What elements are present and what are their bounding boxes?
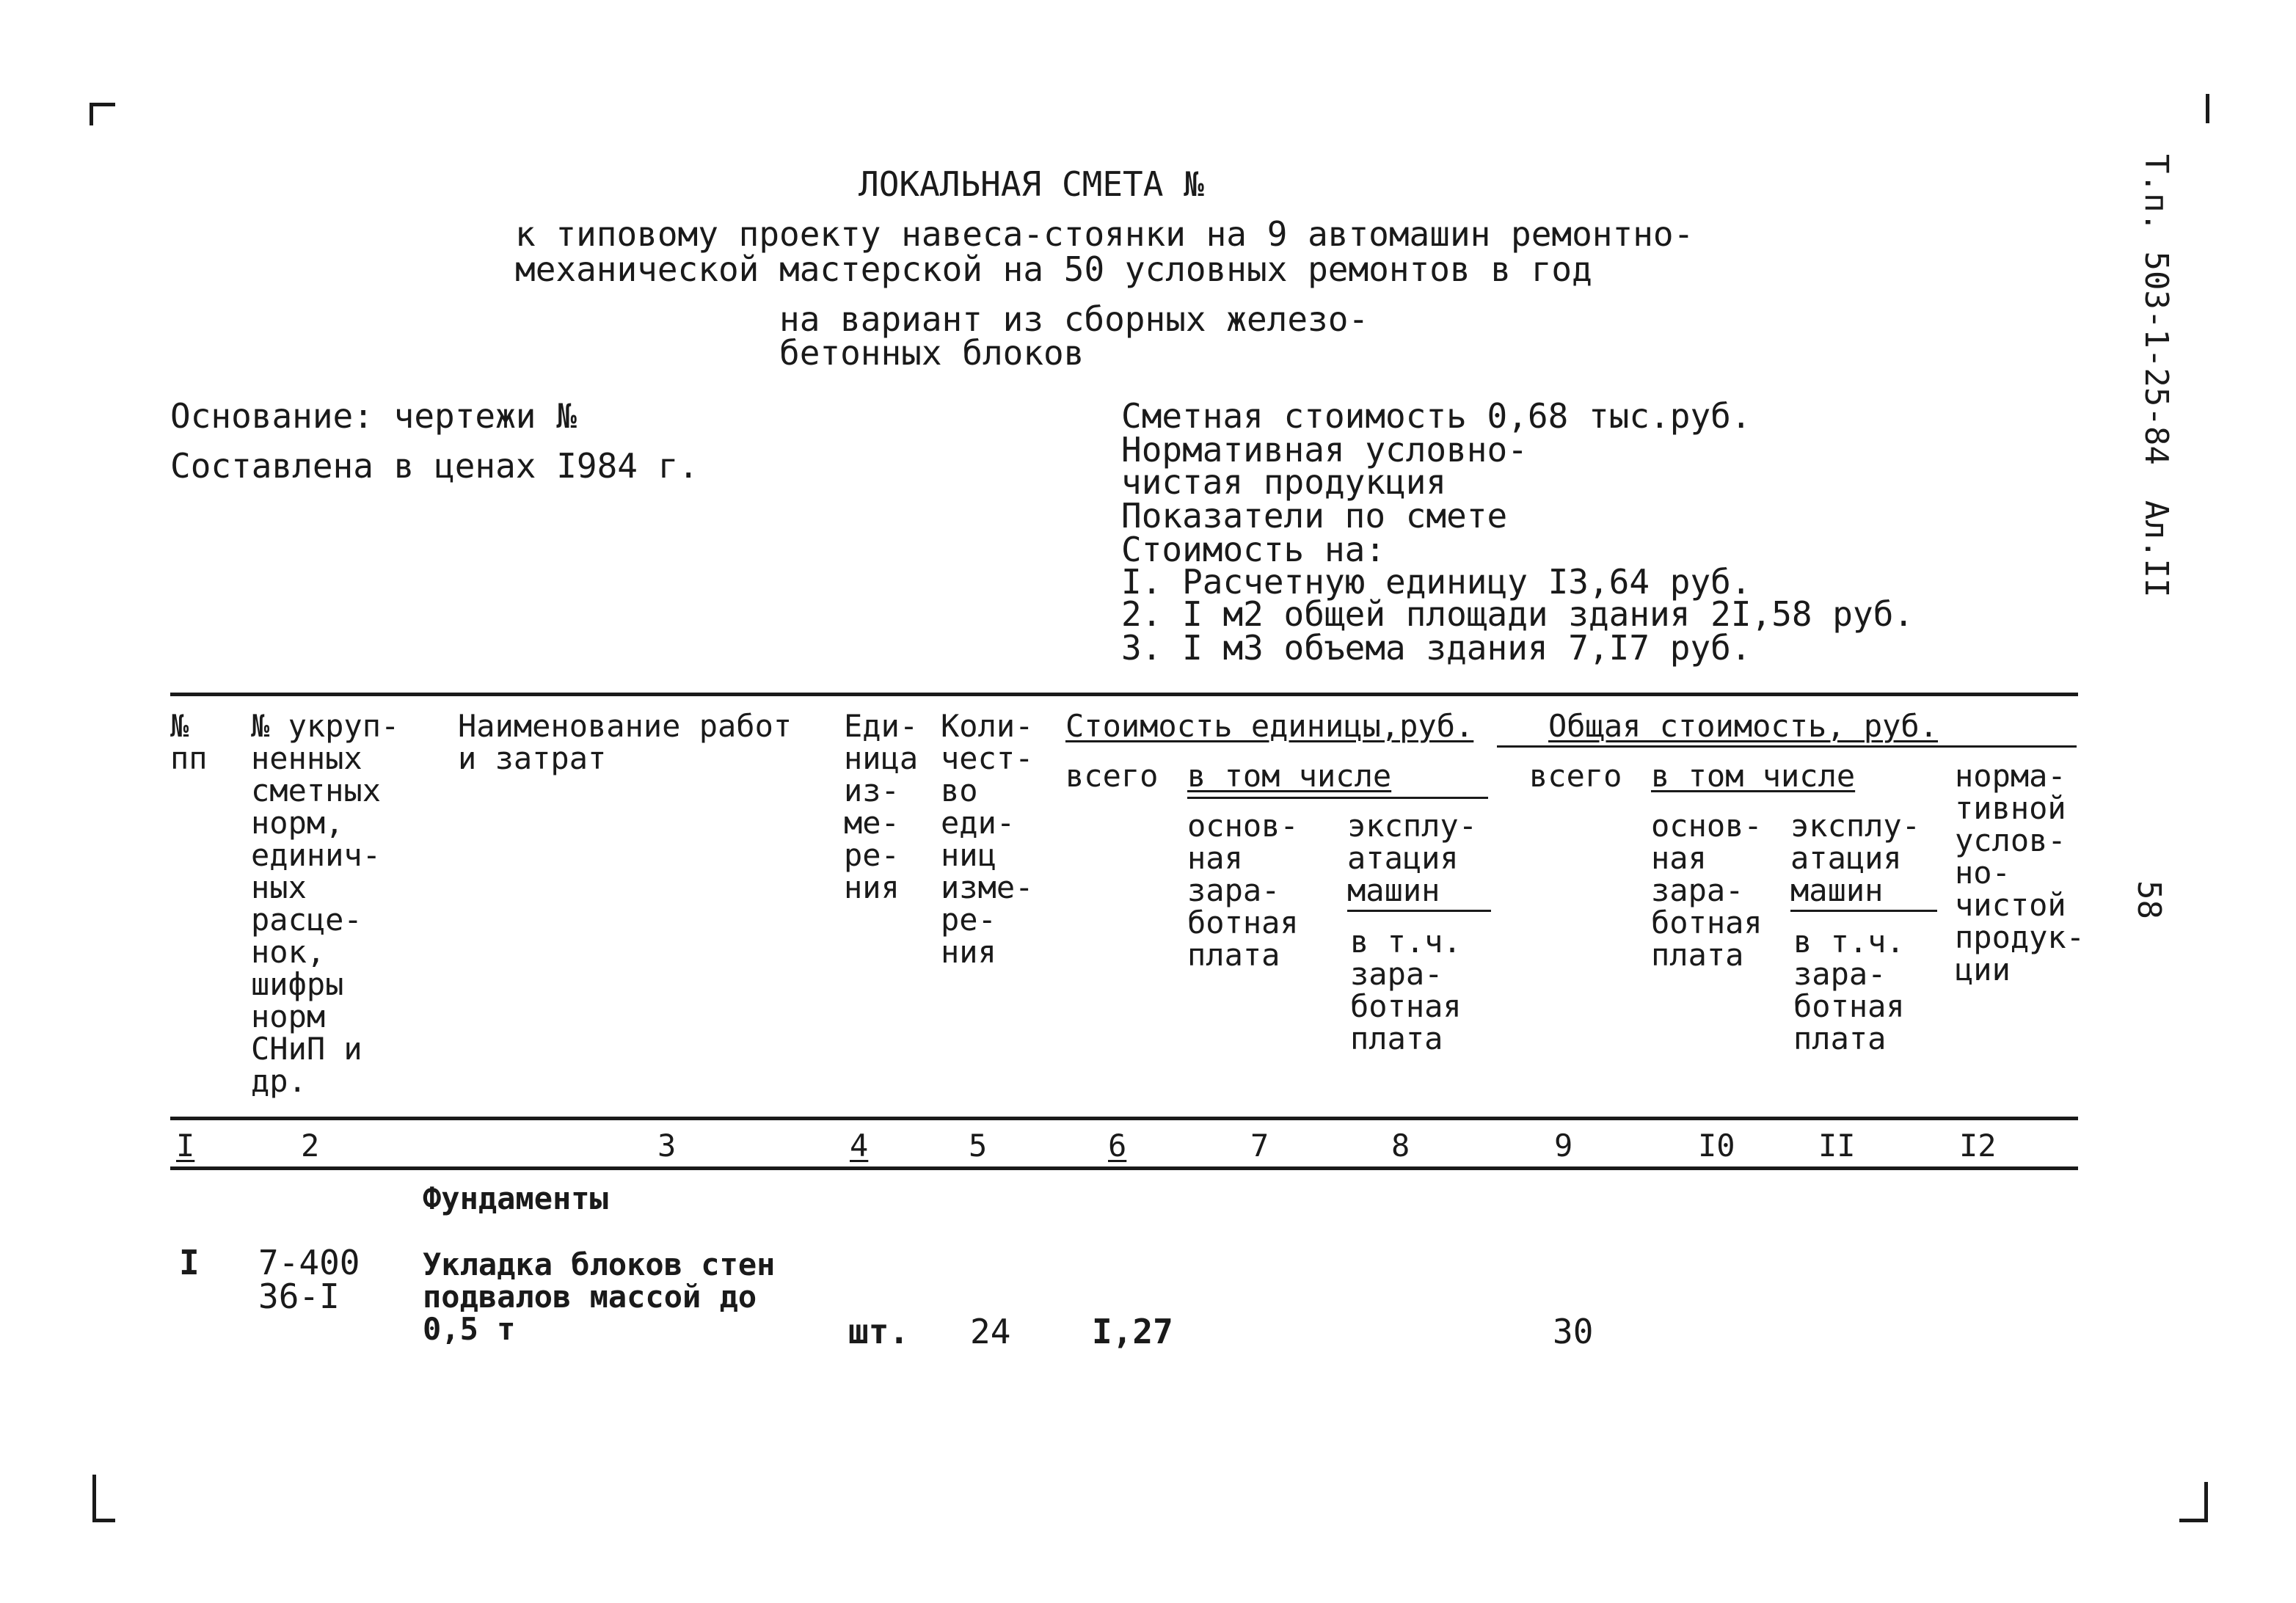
normative-line-1: Нормативная условно- [1121,430,1528,470]
unit-incl-underline [1187,797,1488,799]
indicator-item-1: I. Расчетную единицу I3,64 руб. [1121,562,1752,602]
normative-line-2: чистая продукция [1121,462,1447,502]
header-col-norm: № укруп- ненных сметных норм, единич- ных расце- нок, шифры норм СНиП и др. [251,708,400,1099]
unit-machines-underline [1347,910,1491,912]
indicator-item-2: 2. I м2 общей площади здания 2I,58 руб. [1121,594,1914,634]
header-bottom-rule [170,1117,2078,1120]
column-number: 4 [850,1128,869,1164]
section-title: Фундаменты [423,1180,608,1216]
group-underline [1497,745,2077,748]
column-number: 7 [1250,1128,1269,1164]
header-normative-product: норма- тивной услов- но- чистой продук- ции [1955,758,2085,987]
column-number: 6 [1108,1128,1127,1164]
basis-text: Основание: чертежи № [170,396,577,436]
column-number: 2 [301,1128,320,1164]
indicator-item-3: 3. I м3 объема здания 7,I7 руб. [1121,628,1752,668]
header-total-machines-salary: в т.ч. зара- ботная плата [1793,924,1905,1056]
row-unit: шт. [848,1312,910,1351]
subtitle-line-2: механической мастерской на 50 условных ремонтов в год [515,249,1592,289]
header-unit-all: всего [1065,758,1159,794]
estimate-cost: Сметная стоимость 0,68 тыс.руб. [1121,396,1752,436]
row-work-name: Укладка блоков стен подвалов массой до 0,5 т [423,1246,776,1347]
column-number: II [1818,1128,1856,1164]
row-unit-total: I,27 [1092,1312,1173,1351]
margin-project-code: Т.п. 503-1-25-84 [2138,154,2175,465]
row-norm-code: 7-400 36-I [258,1243,360,1316]
header-unit-cost-group: Стоимость единицы,руб. [1065,708,1474,744]
row-number: I [179,1243,200,1282]
cost-on-heading: Стоимость на: [1121,530,1386,569]
column-number: 5 [969,1128,988,1164]
column-number-rule [170,1166,2078,1170]
header-unit-incl: в том числе [1187,758,1392,794]
header-total-incl: в том числе [1651,758,1856,794]
table-top-rule [170,693,2078,696]
column-number: I0 [1698,1128,1735,1164]
header-col-number: № пп [170,708,208,776]
header-unit-machines: эксплу- атация машин [1347,808,1478,908]
variant-line-2: бетонных блоков [779,333,1085,373]
prices-text: Составлена в ценах I984 г. [170,446,699,486]
header-total-machines: эксплу- атация машин [1790,808,1921,908]
header-total-basic-salary: основ- ная зара- ботная плата [1651,808,1763,973]
column-number: 9 [1554,1128,1573,1164]
margin-page-number: 58 [2130,880,2168,919]
column-number: I [176,1128,195,1164]
column-number: I2 [1959,1128,1997,1164]
column-number: 8 [1391,1128,1410,1164]
row-quantity: 24 [970,1312,1011,1351]
total-machines-underline [1790,910,1937,912]
header-col-quantity: Коли- чест- во еди- ниц изме- ре- ния [941,708,1034,970]
corner-mark-bottom-right [2179,1482,2208,1522]
corner-mark-top-right [2198,94,2209,123]
subtitle-line-1: к типовому проекту навеса-стоянки на 9 автомашин ремонтно- [515,214,1694,254]
corner-mark-top-left [90,103,115,125]
column-number: 3 [657,1128,677,1164]
header-total-cost-group: Общая стоимость, руб. [1548,708,1939,744]
variant-line-1: на вариант из сборных железо- [779,299,1369,339]
document-title: ЛОКАЛЬНАЯ СМЕТА № [859,164,1204,204]
margin-album: Ал.II [2138,500,2175,598]
row-total: 30 [1553,1312,1594,1351]
indicators-heading: Показатели по смете [1121,496,1508,536]
header-total-all: всего [1529,758,1622,794]
header-col-unit: Еди- ница из- ме- ре- ния [844,708,919,905]
header-col-name: Наименование работ и затрат [458,708,792,776]
corner-mark-bottom-left [92,1475,115,1522]
header-unit-basic-salary: основ- ная зара- ботная плата [1187,808,1299,973]
header-unit-machines-salary: в т.ч. зара- ботная плата [1350,924,1462,1056]
